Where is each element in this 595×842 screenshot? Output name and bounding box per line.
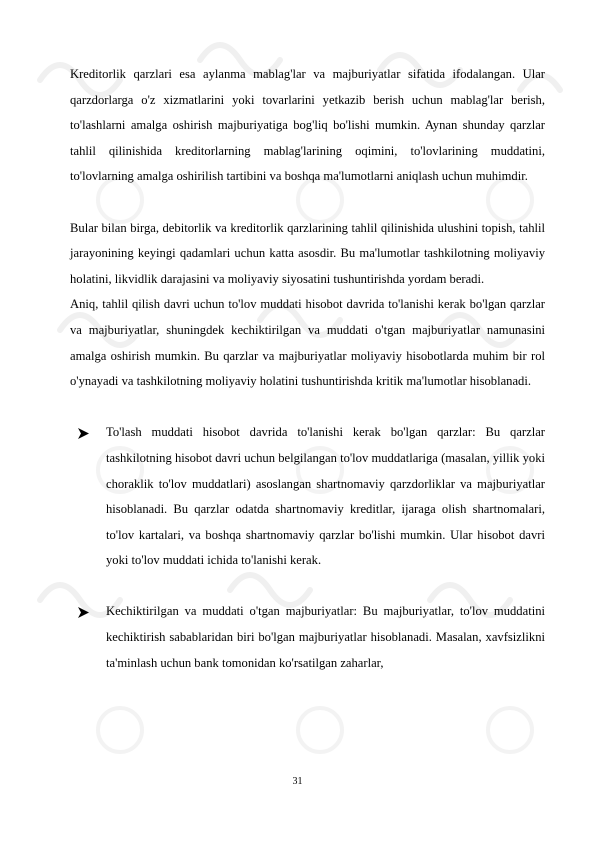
body-text bbox=[70, 62, 545, 676]
paragraph-3: Aniq, tahlil qilish davri uchun to'lov muddati hisobot davrida to'lanishi kerak bo'lgan qarzlar va majburiyatlar, shuningdek kechiktirilgan va muddati o'tgan majburiyatlar namunasini amalga oshirish mumkin. Bu qarzlar va majburiyatlar moliyaviy hisobotlarda muhim bir rol o'ynayadi va tashkilotning moliyaviy holatini tushuntirishda kritik ma'lumotlar hisoblanadi. bbox=[70, 297, 545, 389]
paragraph-spacer bbox=[70, 574, 545, 600]
page-number: 31 bbox=[292, 776, 303, 787]
bullet-item-1 bbox=[70, 420, 545, 574]
paragraph-1: Kreditorlik qarzlari esa aylanma mablag'lar va majburiyatlar sifatida ifodalangan. Ular qarzdorlarga o'z xizmatlarini yoki tovarlarini yetkazib berish uchun mablag'lar berish, to'lashlarni amalga oshirish majburiyatiga bog'liq bo'lishi mumkin. Aynan shunday qarzlar tahlil qilinishida kreditorlarning mablag'larining oqimini, to'lovlarining muddatini, to'lovlarning amalga oshirilish tartibini va boshqa ma'lumotlarni aniqlash uchun muhimdir. bbox=[70, 67, 545, 184]
paragraph-2: Bular bilan birga, debitorlik va kreditorlik qarzlarining tahlil qilinishida ulushini topish, tahlil jarayonining keyingi qadamlari uchun katta asosdir. Bu ma'lumotlar tashkilotning moliyaviy holatini, likvidlik darajasini va moliyaviy siyosatini tushuntirishda yordam beradi. bbox=[70, 220, 545, 286]
bullet-text-1: To'lash muddati hisobot davrida to'lanishi kerak bo'lgan qarzlar: Bu qarzlar tashkilotning hisobot davri uchun belgilangan to'lov muddatlariga (masalan, yillik yoki choraklik to'lov muddatlari) asoslangan shartnomaviy qarzdorliklar va majburiyatlar hisoblanadi. Bu qarzlar odatda shartnomaviy kreditlar, ijaraga olish shartnomalari, to'lov kartalari, va boshqa shartnomaviy qarzlar bo'lishi mumkin. Ular hisobot davri yoki to'lov muddati ichida to'lanishi kerak. bbox=[106, 425, 545, 568]
paragraph-spacer bbox=[70, 190, 545, 216]
bullet-item-2 bbox=[70, 599, 545, 676]
paragraph-spacer bbox=[70, 395, 545, 421]
arrow-right-bullet-icon bbox=[78, 599, 90, 625]
arrow-right-bullet-icon bbox=[78, 420, 90, 446]
bullet-text-2: Kechiktirilgan va muddati o'tgan majburiyatlar: Bu majburiyatlar, to'lov muddatini kechiktirish sabablaridan biri bo'lgan majburiyatlar hisoblanadi. Masalan, xavfsizlikni ta'minlash uchun bank tomonidan ko'rsatilgan zaharlar, bbox=[106, 604, 545, 670]
